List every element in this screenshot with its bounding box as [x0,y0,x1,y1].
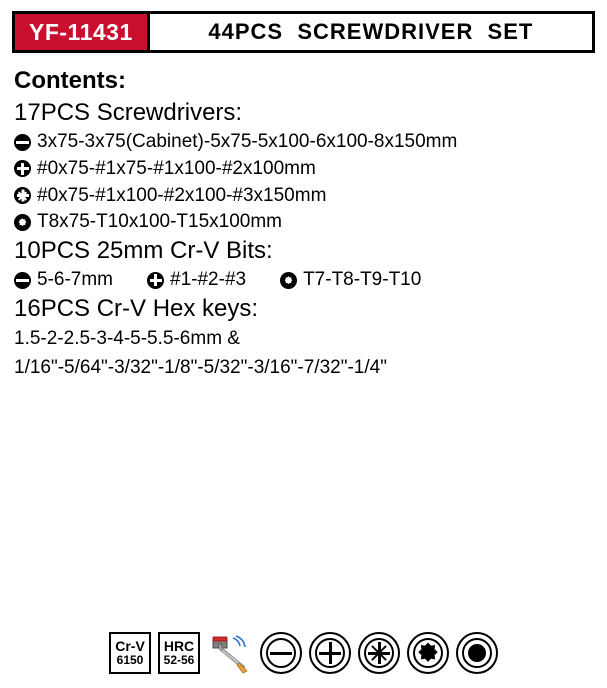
bits-group-text: T7-T8-T9-T10 [303,269,422,291]
hrc-hardness-badge [158,632,200,674]
phillips-bit-icon [147,272,164,289]
bits-group [14,267,113,293]
section-heading-hex-keys: 16PCS Cr-V Hex keys: [14,294,259,322]
hex-profile-icon [456,632,498,674]
bits-group-text: #1-#2-#3 [170,269,247,291]
slotted-bit-icon [14,134,31,151]
section-heading-bits: 10PCS 25mm Cr-V Bits: [14,236,273,264]
torx-profile-icon [407,632,449,674]
spec-line-text: 3x75-3x75(Cabinet)-5x75-5x100-6x100-8x150mm [37,131,458,153]
contents-heading: Contents: [14,67,126,94]
hrc-hardness-badge-line1: HRC [163,638,195,655]
torx-bit-icon [14,214,31,231]
spec-line-text: #0x75-#1x100-#2x100-#3x150mm [37,184,327,206]
pozidriv-bit-icon [14,187,31,204]
model-code-badge: YF-11431 [15,14,150,50]
crv-material-badge [109,632,151,674]
spec-line-text: #0x75-#1x75-#1x100-#2x100mm [37,157,316,179]
footer-badge-row [0,632,607,674]
torx-bit-icon [280,272,297,289]
header-bar [12,11,595,53]
section-heading-screwdrivers: 17PCS Screwdrivers: [14,99,243,126]
spec-line [14,156,607,182]
crv-material-badge-line2: 6150 [116,653,144,668]
bits-group [280,267,421,293]
spec-line [14,183,607,209]
spec-line [14,209,607,235]
hex-keys-metric-line: 1.5-2-2.5-3-4-5-5.5-6mm & [14,328,240,350]
bits-inline-row [14,267,607,293]
phillips-bit-icon [14,160,31,177]
bits-group-text: 5-6-7mm [37,269,114,291]
hex-keys-imperial-line: 1/16"-5/64"-3/32"-1/8"-5/32"-3/16"-7/32"-1/4" [14,356,387,378]
pozidriv-profile-icon [358,632,400,674]
crv-material-badge-line1: Cr-V [115,638,145,655]
slotted-profile-icon [260,632,302,674]
slotted-bit-icon [14,272,31,289]
page-title: 44PCS SCREWDRIVER SET [208,19,534,44]
hrc-hardness-badge-line2: 52-56 [163,653,195,668]
phillips-profile-icon [309,632,351,674]
contents-block [14,67,607,382]
magnetic-tip-icon [207,632,253,674]
spec-line-text: T8x75-T10x100-T15x100mm [37,211,282,233]
bits-group [147,267,246,293]
product-spec-page [0,11,607,688]
spec-line [14,129,607,155]
